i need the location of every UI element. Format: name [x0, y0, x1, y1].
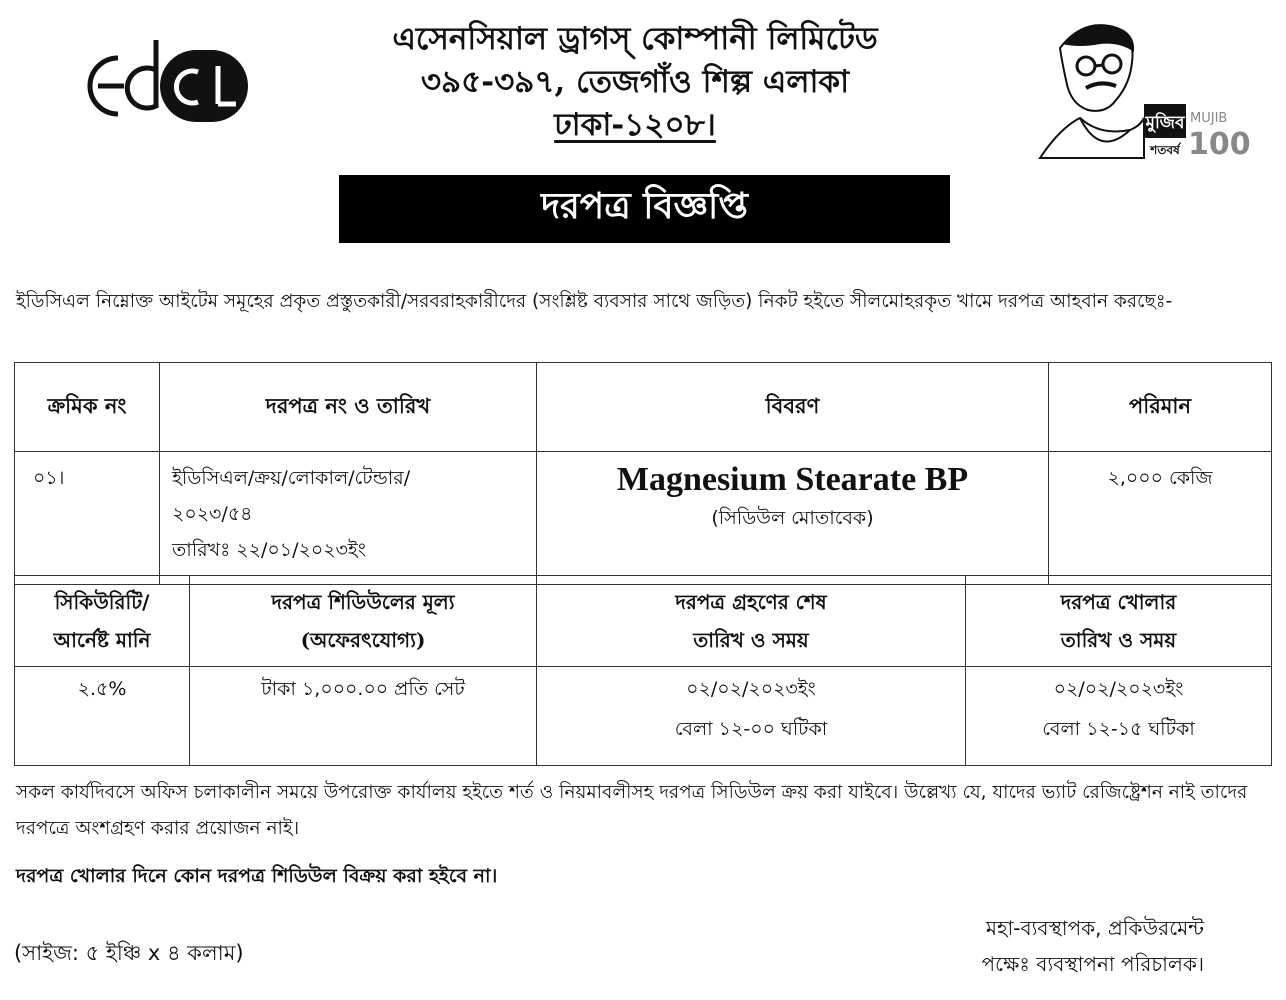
col-header-opening — [966, 576, 1272, 667]
security-header-line2: আর্নেষ্ট মানি — [53, 628, 151, 652]
cell-tender-no — [160, 452, 537, 585]
tender-no-line1: ইডিসিএল/ক্রয়/লোকাল/টেন্ডার/ — [172, 467, 411, 489]
cell-quantity: ২,০০০ কেজি — [1049, 452, 1272, 585]
security-header-line1: সিকিউরিটি/ — [54, 590, 150, 614]
cell-security: ২.৫% — [15, 667, 190, 766]
cell-serial: ০১। — [15, 452, 160, 585]
cell-opening — [966, 667, 1272, 766]
mujib-num-text: 100 — [1188, 127, 1251, 162]
cell-receive-deadline — [537, 667, 966, 766]
product-name: Magnesium Stearate BP — [616, 461, 969, 498]
mujib-bn-text: মুজিব — [1145, 113, 1185, 133]
signature-line1: মহা-ব্যবস্থাপক, প্রকিউরমেন্ট — [985, 916, 1204, 940]
notice-title: দরপত্র বিজ্ঞপ্তি — [339, 175, 950, 243]
col-header-receive-deadline — [537, 576, 966, 667]
tender-date: তারিখঃ ২২/০১/২০২৩ইং — [172, 539, 366, 561]
open-header-line1: দরপত্র খোলার — [1060, 590, 1177, 614]
col-header-security — [15, 576, 190, 667]
tender-terms-table — [14, 575, 1272, 766]
tender-item-table — [14, 362, 1272, 585]
col-header-quantity: পরিমান — [1049, 363, 1272, 452]
table-header-row — [15, 576, 1272, 667]
edcl-logo — [78, 36, 250, 126]
product-note: (সিডিউল মোতাবেক) — [711, 507, 874, 529]
price-header-line1: দরপত্র শিডিউলের মূল্য — [271, 590, 455, 614]
table-row — [15, 452, 1272, 585]
table-row — [15, 667, 1272, 766]
company-name: এসেনসিয়াল ড্রাগস্ কোম্পানী লিমিটেড — [392, 21, 878, 57]
table-header-row — [15, 363, 1272, 452]
cell-description — [537, 452, 1049, 585]
footer-paragraph: সকল কার্যদিবসে অফিস চলাকালীন সময়ে উপরোক্ত কার্যালয় হইতে শর্ত ও নিয়মাবলীসহ দরপত্র সিডিউল ক্রয় করা যাইবে। উল্লেখ্য যে, যাদের ভ্যাট রেজিষ্ট্রেশন নাই তাদের দরপত্রে অংশগ্রহণ করার প্রয়োজন নাই। — [16, 782, 1248, 839]
receive-header-line1: দরপত্র গ্রহণের শেষ — [675, 590, 827, 614]
receive-time: বেলা ১২-০০ ঘটিকা — [674, 718, 828, 740]
ad-size-note: (সাইজ: ৫ ইঞ্চি x ৪ কলাম) — [14, 941, 244, 965]
col-header-schedule-price — [190, 576, 537, 667]
signature-block — [981, 910, 1204, 982]
mujib-en-text: MUJIB — [1190, 111, 1228, 126]
open-time: বেলা ১২-১৫ ঘটিকা — [1042, 718, 1195, 740]
signature-line2: পক্ষেঃ ব্যবস্থাপনা পরিচালক। — [981, 952, 1204, 976]
company-city: ঢাকা-১২০৮। — [554, 107, 716, 143]
col-header-description: বিবরণ — [537, 363, 1049, 452]
col-header-tender-no: দরপত্র নং ও তারিখ — [160, 363, 537, 452]
mujib-bn2-text: শতবর্ষ — [1150, 143, 1180, 157]
receive-header-line2: তারিখ ও সময় — [693, 628, 809, 652]
intro-paragraph: ইডিসিএল নিম্নোক্ত আইটেম সমূহের প্রকৃত প্রস্তুতকারী/সরবরাহকারীদের (সংশ্লিষ্ট ব্যবসার সাথে জড়িত) নিকট হইতে সীলমোহরকৃত খামে দরপত্র আহবান করছেঃ- — [16, 291, 1173, 312]
receive-date: ০২/০২/২০২৩ইং — [686, 678, 816, 700]
header — [290, 18, 980, 147]
price-header-line2: (অফেরৎযোগ্য) — [300, 628, 426, 652]
company-address: ৩৯৫-৩৯৭, তেজগাঁও শিল্প এলাকা — [420, 64, 850, 100]
open-header-line2: তারিখ ও সময় — [1060, 628, 1177, 652]
col-header-serial: ক্রমিক নং — [15, 363, 160, 452]
cell-schedule-price: টাকা ১,০০০.০০ প্রতি সেট — [190, 667, 537, 766]
tender-no-line2: ২০২৩/৫৪ — [172, 503, 253, 525]
footer-warning: দরপত্র খোলার দিনে কোন দরপত্র শিডিউল বিক্রয় করা হইবে না। — [16, 865, 498, 887]
open-date: ০২/০২/২০২৩ইং — [1053, 678, 1184, 700]
mujib-100-emblem — [1040, 18, 1251, 162]
